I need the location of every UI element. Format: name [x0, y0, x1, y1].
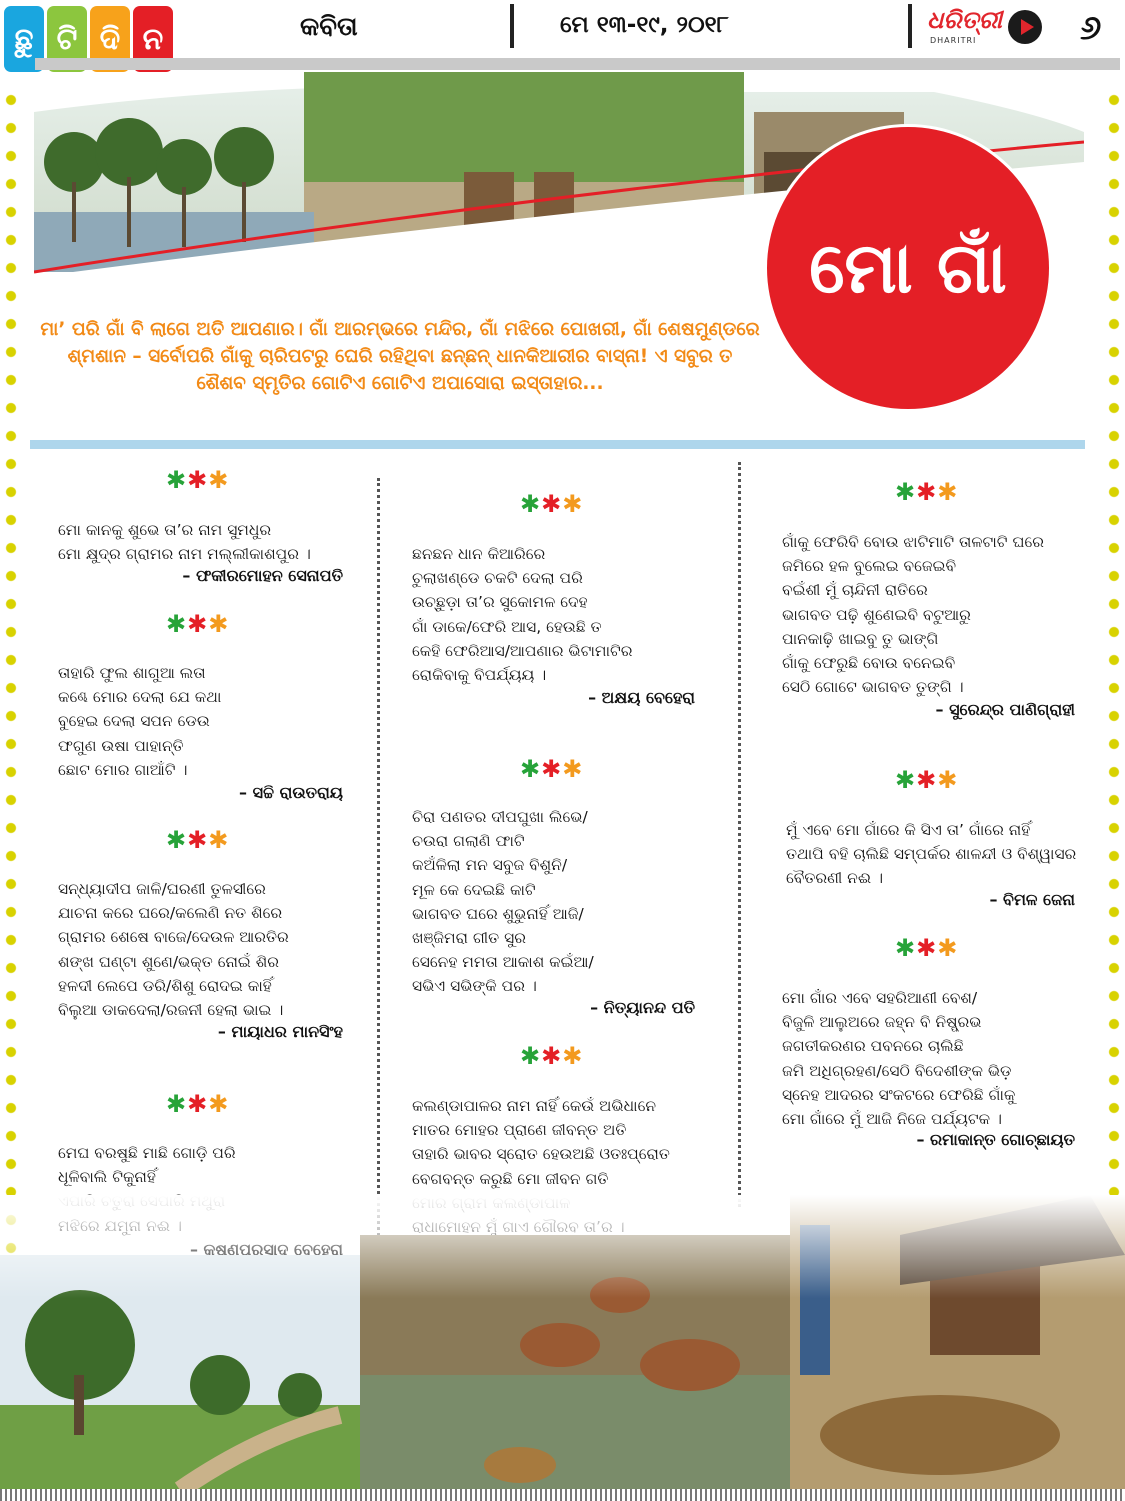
- poem-author: – ଫକୀରମୋହନ ସେନାପତି: [182, 566, 343, 585]
- poem-lines: ମୁଁ ଏବେ ମୋ ଗାଁରେ କି ସିଏ ତା’ ଗାଁରେ ନାହିଁ ତଥାପି ବହି ଚାଲିଛି ସମ୍ପର୍କର ଶାଳନ୍ଦୀ ଓ ବିଶ୍ୱାସର ବୈତରଣୀ ନଈ ।: [786, 821, 1077, 888]
- page-title: ମୋ ଗାଁ: [767, 127, 1049, 409]
- brand-letter: ଛୁ: [4, 6, 44, 72]
- page-number: ୬: [1080, 8, 1102, 48]
- column-divider: [738, 462, 741, 1207]
- poem-lines: ତାହାରି ଫୁଲ ଶାଗୁଆ ଲତା କଣ୍ଢେ ମୋର ଦେଲା ଯେ କଥା ବୁହେଇ ଦେଲା ସପନ ଡେଉ ଫଗୁଣ ଉଷା ପାହାନ୍ତି ଛୋଟ ମୋର ଗାଆଁଟି ।: [58, 664, 222, 779]
- asterism-separator: ✱✱✱: [166, 466, 230, 494]
- asterism-separator: ✱✱✱: [166, 826, 230, 854]
- poem-lines: ମୋ ଗାଁର ଏବେ ସହରିଆଣୀ ବେଶ/ ବିଜୁଳି ଆଲୁଅରେ ଜହ୍ନ ବି ନିଷ୍ପ୍ରଭ ଜଗତୀକରଣର ପବନରେ ଚାଲିଛି ଜମି ଅଧିଗ୍ରହଣ/ସେଠି ବିଦେଶୀଙ୍କ ଭିଡ଼ ସ୍ନେହ ଆଦରର ସଂକଟରେ ଫେରିଛି ଗାଁକୁ ମୋ ଗାଁରେ ମୁଁ ଆଜି ନିଜେ ପର୍ଯ୍ୟଟକ ।: [782, 989, 1016, 1129]
- section-rule: [30, 440, 1085, 449]
- asterism-separator: ✱✱✱: [895, 934, 959, 962]
- newspaper-logo: ଧରିତ୍ରୀ: [927, 6, 1002, 34]
- poem-lines: ମେଘ ବରଷୁଛି ମାଛି ଗୋଡ଼ି ପରି ଧୂଳିବାଲି ଟିକୁନାହିଁ: [58, 1144, 236, 1187]
- brand-letter: ନ: [133, 6, 173, 72]
- play-icon: [1008, 10, 1042, 44]
- poem-author: – ଅକ୍ଷୟ ବେହେରା: [588, 688, 695, 707]
- asterism-separator: ✱✱✱: [895, 478, 959, 506]
- poem-lines: କଲଣ୍ଡାପାଳର ନାମ ନାହିଁ କେଉଁ ଅଭିଧାନେ ମାତର ମୋହର ପ୍ରାଣେ ଜୀବନ୍ତ ଅତି ତାହାରି ଭାବର ସ୍ରୋତ ହେଉଅଛି ଓତଃପ୍ରୋତ ବେଗବନ୍ତ କରୁଛି ମୋ ଜୀବନ ଗତି: [412, 1097, 670, 1188]
- asterism-separator: ✱✱✱: [166, 1090, 230, 1118]
- brand-letter: ଦି: [90, 6, 130, 72]
- poem-author: – ସଚ୍ଚି ରାଉତରାୟ: [239, 783, 343, 802]
- asterism-separator: ✱✱✱: [520, 1042, 584, 1070]
- poem-lines: ସନ୍ଧ୍ୟାଦୀପ ଜାଳି/ଘରଣୀ ତୁଳସୀରେ ଯାଚନା କରେ ଘରେ/କଲେଣି ନତ ଶିରେ ଗ୍ରାମର ଶେଷେ ବାଜେ/ଦେଉଳ ଆରତିର ଶଙ୍ଖ ଘଣ୍ଟା ଶୁଣେ/ଭକ୍ତ ନୋଇଁ ଶିର ହଳଦୀ ଲେପେ ଡରି/ଶିଶୁ ରୋଦଇ କାହିଁ ବିଲୁଆ ଡାକଦେଲା/ରଜନୀ ହେଲା ଭାଇ ।: [58, 880, 289, 1020]
- poem-author: – ମାୟାଧର ମାନସିଂହ: [217, 1022, 343, 1041]
- poem-lines: ମୋ କାନକୁ ଶୁଭେ ତା’ର ନାମ ସୁମଧୁର ମୋ କ୍ଷୁଦ୍ର ଗ୍ରାମର ନାମ ମଲ୍ଲୀକାଶପୁର ।: [58, 521, 311, 564]
- poem-lines: ଚିରା ପଣତର ଦୀପଘୁଖା ଲିଭେ/ ଚଉରା ଗଲାଣି ଫାଟି କଅଁଳିଲା ମନ ସବୁଜ ବିଶୁନି/ ମୂଳ କେ ଦେଇଛି କାଟି ଭାଗବତ ଘରେ ଶୁଭୁନାହିଁ ଆଜି/ ଖଞ୍ଜିମରା ଗୀତ ସୁର ସେନେହ ମମତା ଆକାଶ କଇଁଆ/ ସଭିଏ ସଭିଙ୍କି ପର ।: [412, 808, 594, 996]
- intro-text: ମା’ ପରି ଗାଁ ବି ଲାଗେ ଅତି ଆପଣାର। ଗାଁ ଆରମ୍ଭରେ ମନ୍ଦିର, ଗାଁ ମଝିରେ ପୋଖରୀ, ଗାଁ ଶେଷମୁଣ୍ଡରେ ଶ୍ମଶାନ – ସର୍ବୋପରି ଗାଁକୁ ଚାରିପଟରୁ ଘେରି ରହିଥିବା ଛନ୍ଛନ୍ ଧାନକିଆରୀର ବାସ୍ନା! ଏ ସବୁର ତ ଶୈଶବ ସ୍ମୃତିର ଗୋଟିଏ ଗୋଟିଏ ଅପାସୋରା ଇସ୍ତାହାର...: [40, 319, 760, 394]
- brand-letter: ଟି: [47, 6, 87, 72]
- issue-date: ମେ ୧୩-୧୯, ୨୦୧୮: [560, 12, 729, 38]
- poem-author: – ନିତ୍ୟାନନ୍ଦ ପତି: [590, 998, 695, 1017]
- poem-lines: ଛନଛନ ଧାନ କିଆରିରେ ଚୁଲାଖଣ୍ଡେ ଚକଟି ଦେଲା ପରି ଉଚ୍ଛୁଡ଼ା ତା’ର ସୁକୋମଳ ଦେହ ଗାଁ ଡାକେ/ଫେରି ଆସ, ହେଉଛି ତ କେହି ଫେରିଆସ/ଆପଣାର ଭିଟାମାଟିର ରୋକିବାକୁ ବିପର୍ଯ୍ୟୟ ।: [412, 545, 633, 685]
- poem-author: – ରମାକାନ୍ତ ଗୋଚ୍ଛାୟତ: [916, 1130, 1075, 1149]
- poem-author: – ସୁରେନ୍ଦ୍ର ପାଣିଗ୍ରାହୀ: [935, 700, 1075, 719]
- poem-author: – ବିମଳ ଜେନା: [989, 890, 1075, 909]
- asterism-separator: ✱✱✱: [166, 610, 230, 638]
- section-label: କବିତା: [300, 12, 358, 42]
- asterism-separator: ✱✱✱: [520, 755, 584, 783]
- village-scene-image: [0, 1195, 1125, 1490]
- newspaper-logo-sub: DHARITRI: [930, 36, 977, 45]
- header-divider: [908, 4, 912, 48]
- poem-lines: ଗାଁକୁ ଫେରିବି ବୋଉ ଝାଟିମାଟି ତାଳଟାଟି ଘରେ ଜମିରେ ହଳ ବୁଲେଇ ବଜେଇବି ବଇଁଶୀ ମୁଁ ଚାନ୍ଦିନୀ ରାତିରେ ଭାଗବତ ପଢ଼ି ଶୁଣେଇବି ବଟୁଆରୁ ପାନକାଢ଼ି ଖାଇବୁ ତୁ ଭାଙ୍ଗି ଗାଁକୁ ଫେରୁଛି ବୋଉ ବନେଇବି ସେଠି ଗୋଟେ ଭାଗବତ ତୁଙ୍ଗି ।: [782, 533, 1045, 697]
- asterism-separator: ✱✱✱: [520, 490, 584, 518]
- column-divider: [377, 478, 380, 1284]
- header-band: [35, 58, 1120, 70]
- header-divider: [510, 4, 514, 48]
- footer-rule: [0, 1489, 1125, 1501]
- asterism-separator: ✱✱✱: [895, 766, 959, 794]
